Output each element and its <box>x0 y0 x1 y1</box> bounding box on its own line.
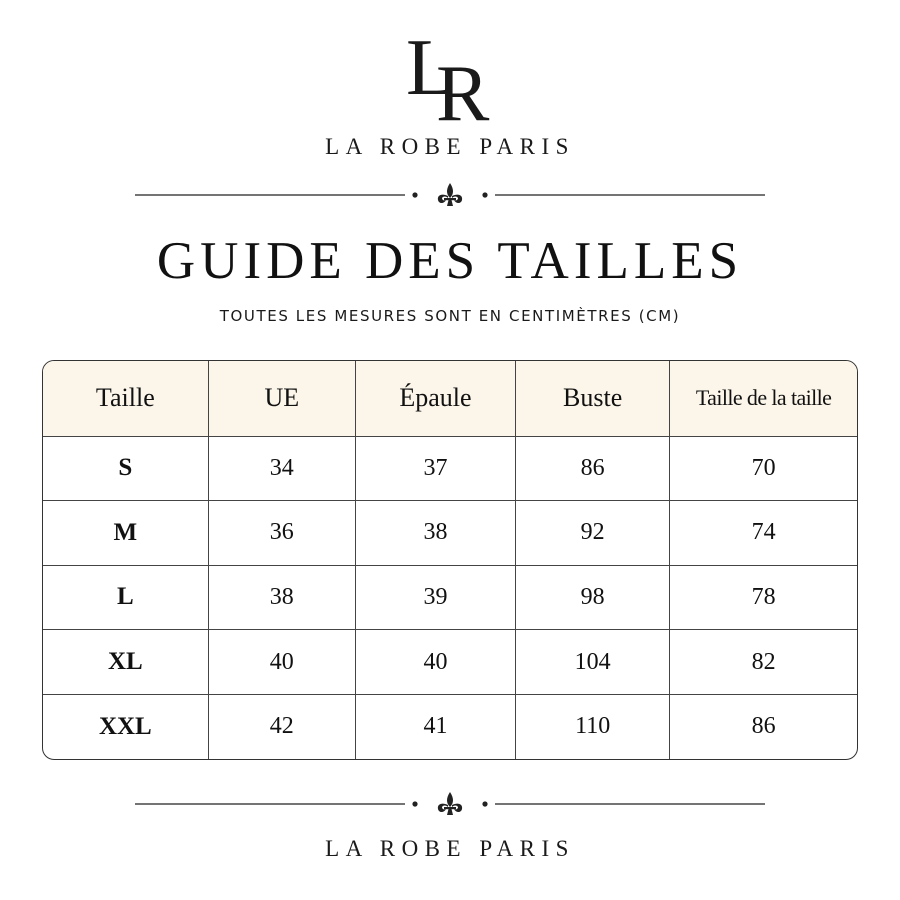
tour-de-taille-cell: 78 <box>670 565 857 630</box>
column-header-taille: Taille <box>43 361 208 436</box>
ornament-divider-top <box>135 182 765 208</box>
table-header-row <box>43 361 857 436</box>
buste-cell: 110 <box>516 694 670 759</box>
buste-cell: 86 <box>516 436 670 501</box>
column-header-tour-de-taille: Taille de la taille <box>670 361 857 436</box>
ue-cell: 36 <box>208 501 355 566</box>
table-row <box>43 630 857 695</box>
fleur-de-lis-icon <box>438 792 462 815</box>
size-cell: M <box>43 501 208 566</box>
epaule-cell: 39 <box>355 565 515 630</box>
ue-cell: 40 <box>208 630 355 695</box>
column-header-buste: Buste <box>516 361 670 436</box>
fleur-de-lis-icon <box>438 183 462 206</box>
ue-cell: 34 <box>208 436 355 501</box>
size-cell: XXL <box>43 694 208 759</box>
table-row <box>43 501 857 566</box>
monogram-lr-logo <box>400 24 510 124</box>
tour-de-taille-cell: 86 <box>751 713 776 740</box>
ornament-divider-bottom <box>135 791 765 817</box>
buste-cell: 92 <box>516 501 670 566</box>
page-subtitle: TOUTES LES MESURES SONT EN CENTIMÈTRES (CM) <box>219 307 681 325</box>
size-cell: L <box>43 565 208 630</box>
epaule-cell: 38 <box>355 501 515 566</box>
epaule-cell: 40 <box>355 630 515 695</box>
table-row <box>43 436 857 501</box>
tour-de-taille-cell: 74 <box>670 501 857 566</box>
table-row <box>43 565 857 630</box>
table-row <box>43 694 857 759</box>
ue-cell: 38 <box>208 565 355 630</box>
buste-cell: 98 <box>516 565 670 630</box>
column-header-ue: UE <box>208 361 355 436</box>
brand-name-bottom: LA ROBE PARIS <box>325 836 575 861</box>
tour-de-taille-cell: 70 <box>670 436 857 501</box>
buste-cell: 104 <box>516 630 670 695</box>
tour-de-taille-cell: 82 <box>670 630 857 695</box>
size-chart-table <box>42 360 858 760</box>
page-title: GUIDE DES TAILLES <box>156 232 744 290</box>
ue-cell: 42 <box>208 694 355 759</box>
monogram-letter-l: L <box>406 24 455 112</box>
size-cell: XL <box>43 630 208 695</box>
column-header-epaule: Épaule <box>355 361 515 436</box>
epaule-cell: 41 <box>355 694 515 759</box>
epaule-cell: 37 <box>355 436 515 501</box>
size-cell: S <box>43 436 208 501</box>
brand-logo <box>400 24 510 124</box>
brand-name-top: LA ROBE PARIS <box>325 134 575 159</box>
monogram-letter-r: R <box>436 50 490 124</box>
